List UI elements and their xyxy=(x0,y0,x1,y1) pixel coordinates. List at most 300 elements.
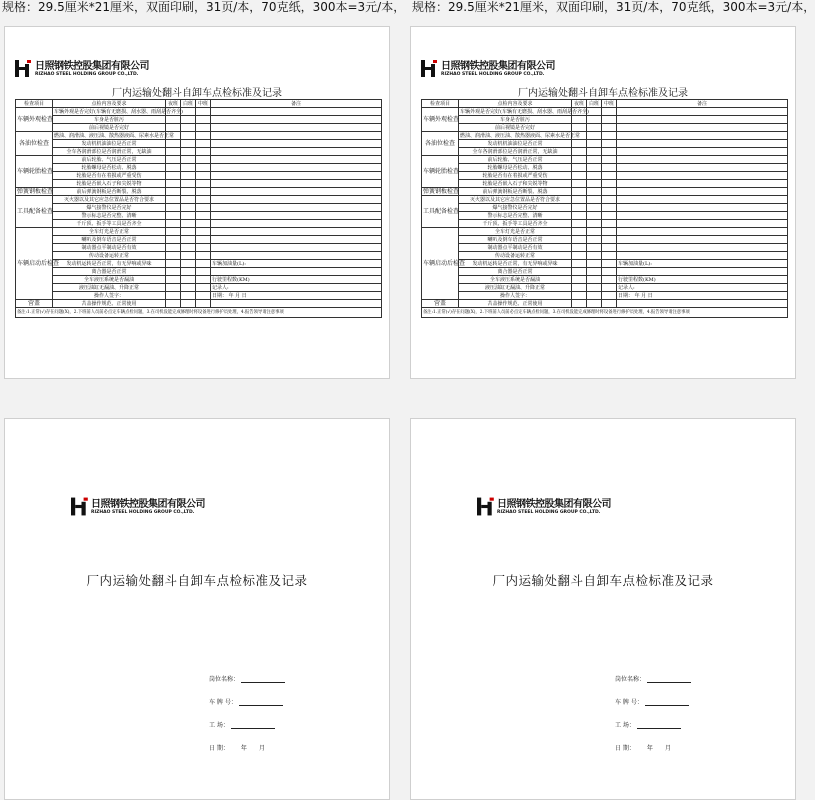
shift-check-cell[interactable] xyxy=(587,172,602,180)
check-item: 车身是否脏污 xyxy=(53,116,166,124)
check-category: 弹簧钢板检查 xyxy=(423,187,460,195)
shift-check-cell[interactable] xyxy=(166,148,181,156)
check-category: 工具配备检查 xyxy=(16,196,53,228)
shift-check-cell[interactable] xyxy=(196,236,211,244)
company-logo-icon xyxy=(421,60,439,77)
shift-check-cell[interactable] xyxy=(602,260,617,268)
shift-check-cell[interactable] xyxy=(587,204,602,212)
table-row xyxy=(16,140,382,148)
shift-check-cell[interactable] xyxy=(196,116,211,124)
shift-check-cell[interactable] xyxy=(572,204,587,212)
remark-cell[interactable]: 记录人: xyxy=(617,284,788,292)
table-row xyxy=(422,268,788,276)
shift-check-cell[interactable] xyxy=(602,156,617,164)
check-item: 操作人签字： xyxy=(53,292,166,300)
shift-check-cell[interactable] xyxy=(166,244,181,252)
shift-check-cell[interactable] xyxy=(166,164,181,172)
shift-check-cell[interactable] xyxy=(196,172,211,180)
shift-check-cell[interactable] xyxy=(602,196,617,204)
table-row xyxy=(422,276,788,284)
company-logo xyxy=(71,498,205,515)
table-row xyxy=(16,172,382,180)
shift-check-cell[interactable] xyxy=(587,116,602,124)
company-name-en: RIZHAO STEEL HOLDING GROUP CO.,LTD. xyxy=(35,71,139,77)
shift-check-cell[interactable] xyxy=(602,220,617,228)
shift-check-cell[interactable] xyxy=(587,188,602,196)
remark-cell[interactable] xyxy=(617,228,788,236)
table-header-cell: 夜班 xyxy=(166,100,181,108)
remark-cell[interactable]: 行驶里程数(KM) xyxy=(617,276,788,284)
shift-check-cell[interactable] xyxy=(587,276,602,284)
shift-check-cell[interactable] xyxy=(166,180,181,188)
check-item: 操作人签字： xyxy=(459,292,572,300)
cover-date-row xyxy=(209,729,285,752)
shift-check-cell[interactable] xyxy=(166,140,181,148)
remark-cell[interactable] xyxy=(211,180,382,188)
shift-check-cell[interactable] xyxy=(602,244,617,252)
table-row xyxy=(422,300,788,308)
check-category: 营盖 xyxy=(422,300,459,308)
shift-check-cell[interactable] xyxy=(572,220,587,228)
shift-check-cell[interactable] xyxy=(587,196,602,204)
cover-date-row xyxy=(615,729,691,752)
check-item: 轮胎是否有在着损或严重受伤 xyxy=(53,172,166,180)
shift-check-cell[interactable] xyxy=(587,268,602,276)
shift-check-cell[interactable] xyxy=(602,252,617,260)
remark-cell[interactable] xyxy=(211,220,382,228)
cover-date-month: 月 xyxy=(258,745,265,752)
check-item: 车辆外观是否完好(车辆有无磨损、刮水器、雨刮是否齐全) xyxy=(54,108,183,115)
check-item: 车辆外观是否完好(车辆有无磨损、刮水器、雨刮是否齐全) xyxy=(460,108,589,115)
remark-cell[interactable] xyxy=(617,132,788,140)
shift-check-cell[interactable] xyxy=(602,108,617,116)
check-item: 喇叭及倒车语音是否正常 xyxy=(53,236,166,244)
check-item: 全车液压系统是否漏油 xyxy=(459,276,572,284)
shift-check-cell[interactable] xyxy=(181,220,196,228)
remark-cell[interactable] xyxy=(617,196,788,204)
table-row xyxy=(422,180,788,188)
check-item: 千斤顶、扳手等工具是否齐全 xyxy=(459,220,572,228)
shift-check-cell[interactable] xyxy=(166,172,181,180)
remark-cell[interactable] xyxy=(617,140,788,148)
shift-check-cell[interactable] xyxy=(572,148,587,156)
shift-check-cell[interactable] xyxy=(587,140,602,148)
check-item: 液压油缸无漏油、升降正常 xyxy=(53,284,166,292)
shift-check-cell[interactable] xyxy=(181,244,196,252)
shift-check-cell[interactable] xyxy=(572,276,587,284)
cover-fields xyxy=(209,660,285,752)
shift-check-cell[interactable] xyxy=(572,164,587,172)
shift-check-cell[interactable] xyxy=(602,276,617,284)
shift-check-cell[interactable] xyxy=(602,236,617,244)
check-item: 苫盖操作规范、正常使用 xyxy=(53,300,166,308)
shift-check-cell[interactable] xyxy=(166,156,181,164)
table-row xyxy=(16,148,382,156)
shift-check-cell[interactable] xyxy=(166,188,181,196)
shift-check-cell[interactable] xyxy=(181,132,196,140)
remark-cell[interactable] xyxy=(617,156,788,164)
remark-cell[interactable]: 车辆加油量(L): xyxy=(617,260,788,268)
shift-check-cell[interactable] xyxy=(196,292,211,300)
check-item: 轮胎是否嵌入石子和尖锐等物 xyxy=(459,180,572,188)
shift-check-cell[interactable] xyxy=(181,268,196,276)
remark-cell[interactable] xyxy=(211,108,382,116)
shift-check-cell[interactable] xyxy=(196,284,211,292)
cover-field-row xyxy=(209,660,285,683)
shift-check-cell[interactable] xyxy=(572,180,587,188)
shift-check-cell[interactable] xyxy=(587,156,602,164)
shift-check-cell[interactable] xyxy=(181,164,196,172)
shift-check-cell[interactable] xyxy=(196,228,211,236)
shift-check-cell[interactable] xyxy=(196,276,211,284)
shift-check-cell[interactable] xyxy=(196,180,211,188)
cover-field-label: 岗位名称： xyxy=(615,676,646,683)
shift-check-cell[interactable] xyxy=(602,300,617,308)
remark-cell[interactable] xyxy=(211,156,382,164)
company-name-en: RIZHAO STEEL HOLDING GROUP CO.,LTD. xyxy=(91,509,195,515)
spec-text-left: 规格：29.5厘米*21厘米，双面印刷，31页/本，70克纸，300本=3元/本， xyxy=(2,0,406,14)
remark-cell[interactable] xyxy=(211,228,382,236)
shift-check-cell[interactable] xyxy=(572,284,587,292)
remark-cell[interactable] xyxy=(617,244,788,252)
shift-check-cell[interactable] xyxy=(587,220,602,228)
shift-check-cell[interactable] xyxy=(572,268,587,276)
shift-check-cell[interactable] xyxy=(196,156,211,164)
remark-cell[interactable] xyxy=(211,300,382,308)
shift-check-cell[interactable] xyxy=(602,172,617,180)
shift-check-cell[interactable] xyxy=(587,292,602,300)
shift-check-cell[interactable] xyxy=(587,252,602,260)
shift-check-cell[interactable] xyxy=(166,220,181,228)
remark-cell[interactable] xyxy=(211,244,382,252)
remark-cell[interactable] xyxy=(617,236,788,244)
shift-check-cell[interactable] xyxy=(196,196,211,204)
shift-check-cell[interactable] xyxy=(166,300,181,308)
shift-check-cell[interactable] xyxy=(166,268,181,276)
company-name-cn: 日照钢铁控股集团有限公司 xyxy=(497,498,611,510)
shift-check-cell[interactable] xyxy=(166,228,181,236)
shift-check-cell[interactable] xyxy=(166,196,181,204)
cover-title: 厂内运输处翻斗自卸车点检标准及记录 xyxy=(86,573,308,588)
check-category: 各油位检查 xyxy=(422,132,459,156)
shift-check-cell[interactable] xyxy=(181,260,196,268)
shift-check-cell[interactable] xyxy=(602,212,617,220)
table-row xyxy=(16,268,382,276)
shift-check-cell[interactable] xyxy=(587,180,602,188)
shift-check-cell[interactable] xyxy=(181,188,196,196)
remark-cell[interactable]: 日期： 年 月 日 xyxy=(617,292,788,300)
table-row xyxy=(16,180,382,188)
table-footer-note: 备注:1.正常(√)存在问题(X)，2.下班前人员前必点定车辆点检问题，3.在司机没能完成修理时将设备进行修护员处理，4.报告领导请注意事项 xyxy=(16,308,382,318)
shift-check-cell[interactable] xyxy=(572,140,587,148)
cover-date-label: 日 期： xyxy=(209,745,229,752)
shift-check-cell[interactable] xyxy=(572,300,587,308)
check-item: 制动器点平制动是否有效 xyxy=(53,244,166,252)
shift-check-cell[interactable] xyxy=(587,300,602,308)
company-logo xyxy=(421,60,555,77)
table-row xyxy=(422,124,788,132)
shift-check-cell[interactable] xyxy=(181,236,196,244)
shift-check-cell[interactable] xyxy=(587,284,602,292)
shift-check-cell[interactable] xyxy=(166,260,181,268)
shift-check-cell[interactable] xyxy=(572,260,587,268)
table-row xyxy=(16,132,382,140)
shift-check-cell[interactable] xyxy=(166,204,181,212)
company-logo xyxy=(15,60,149,77)
check-item: 前后轮胎、气压是否正常 xyxy=(459,156,572,164)
shift-check-cell[interactable] xyxy=(181,252,196,260)
check-category: 车辆轮胎检查 xyxy=(16,156,53,188)
company-logo-icon xyxy=(71,498,90,516)
cover-field-label: 车 牌 号： xyxy=(209,699,237,706)
company-name-cn: 日照钢铁控股集团有限公司 xyxy=(441,60,555,72)
shift-check-cell[interactable] xyxy=(181,156,196,164)
remark-cell[interactable] xyxy=(617,204,788,212)
shift-check-cell[interactable] xyxy=(196,220,211,228)
shift-check-cell[interactable] xyxy=(196,108,211,116)
shift-check-cell[interactable] xyxy=(602,148,617,156)
table-row xyxy=(16,220,382,228)
remark-cell[interactable] xyxy=(617,116,788,124)
shift-check-cell[interactable] xyxy=(181,276,196,284)
company-name-cn: 日照钢铁控股集团有限公司 xyxy=(35,60,149,72)
table-row xyxy=(16,196,382,204)
shift-check-cell[interactable] xyxy=(587,148,602,156)
table-row xyxy=(16,108,382,116)
table-header-row xyxy=(16,100,382,108)
shift-check-cell[interactable] xyxy=(602,116,617,124)
table-row xyxy=(16,244,382,252)
check-item: 传动设备运转正常 xyxy=(53,252,166,260)
shift-check-cell[interactable] xyxy=(166,212,181,220)
remark-cell[interactable] xyxy=(617,108,788,116)
shift-check-cell[interactable] xyxy=(196,140,211,148)
check-item: 制动器点平制动是否有效 xyxy=(459,244,572,252)
shift-check-cell[interactable] xyxy=(196,260,211,268)
table-header-cell: 检查项目 xyxy=(16,100,53,108)
check-item: 前后弹簧钢板是否断裂、脱落 xyxy=(53,188,166,196)
remark-cell[interactable]: 车辆加油量(L): xyxy=(211,260,382,268)
cover-field-label: 岗位名称： xyxy=(209,676,240,683)
check-item: 离合器是否正常 xyxy=(459,268,572,276)
cover-field-blank[interactable] xyxy=(241,676,285,683)
shift-check-cell[interactable] xyxy=(196,164,211,172)
remark-cell[interactable] xyxy=(211,164,382,172)
shift-check-cell[interactable] xyxy=(181,212,196,220)
remark-cell[interactable]: 记录人: xyxy=(211,284,382,292)
shift-check-cell[interactable] xyxy=(587,244,602,252)
shift-check-cell[interactable] xyxy=(572,188,587,196)
cover-field-blank[interactable] xyxy=(231,722,275,729)
shift-check-cell[interactable] xyxy=(572,172,587,180)
table-row xyxy=(422,132,788,140)
shift-check-cell[interactable] xyxy=(572,292,587,300)
shift-check-cell[interactable] xyxy=(181,140,196,148)
remark-cell[interactable] xyxy=(617,172,788,180)
shift-check-cell[interactable] xyxy=(181,204,196,212)
shift-check-cell[interactable] xyxy=(166,252,181,260)
remark-cell[interactable] xyxy=(211,148,382,156)
remark-cell[interactable] xyxy=(617,268,788,276)
shift-check-cell[interactable] xyxy=(196,212,211,220)
shift-check-cell[interactable] xyxy=(166,292,181,300)
shift-check-cell[interactable] xyxy=(602,292,617,300)
table-header-cell: 备注 xyxy=(211,100,382,108)
table-header-cell: 点检内容及要求 xyxy=(459,100,572,108)
shift-check-cell[interactable] xyxy=(602,140,617,148)
remark-cell[interactable] xyxy=(211,172,382,180)
shift-check-cell[interactable] xyxy=(166,284,181,292)
shift-check-cell[interactable] xyxy=(602,188,617,196)
check-item: 警示标志是否完整、清晰 xyxy=(53,212,166,220)
shift-check-cell[interactable] xyxy=(572,116,587,124)
check-category: 车辆外观检查 xyxy=(422,108,459,132)
shift-check-cell[interactable] xyxy=(572,212,587,220)
shift-check-cell[interactable] xyxy=(602,180,617,188)
table-row xyxy=(422,172,788,180)
shift-check-cell[interactable] xyxy=(196,148,211,156)
shift-check-cell[interactable] xyxy=(181,124,196,132)
shift-check-cell[interactable] xyxy=(587,212,602,220)
shift-check-cell[interactable] xyxy=(196,188,211,196)
cover-field-label: 工 场： xyxy=(615,722,635,729)
shift-check-cell[interactable] xyxy=(587,132,602,140)
check-category: 车辆启动后检查 xyxy=(422,228,459,300)
cover-field-blank[interactable] xyxy=(637,722,681,729)
cover-title: 厂内运输处翻斗自卸车点检标准及记录 xyxy=(492,573,714,588)
remark-cell[interactable] xyxy=(617,252,788,260)
remark-cell[interactable] xyxy=(617,164,788,172)
check-item: 苫盖操作规范、正常使用 xyxy=(459,300,572,308)
cover-field-blank[interactable] xyxy=(647,676,691,683)
shift-check-cell[interactable] xyxy=(196,124,211,132)
check-item: 前后轮胎、气压是否正常 xyxy=(53,156,166,164)
remark-cell[interactable] xyxy=(211,236,382,244)
remark-cell[interactable] xyxy=(617,220,788,228)
check-item: 爆气接警仪是否完好 xyxy=(53,204,166,212)
shift-check-cell[interactable] xyxy=(602,204,617,212)
shift-check-cell[interactable] xyxy=(196,252,211,260)
check-item: 传动设备运转正常 xyxy=(459,252,572,260)
shift-check-cell[interactable] xyxy=(181,148,196,156)
table-row xyxy=(422,116,788,124)
remark-cell[interactable] xyxy=(617,188,788,196)
remark-cell[interactable] xyxy=(211,132,382,140)
remark-cell[interactable]: 日期： 年 月 日 xyxy=(211,292,382,300)
shift-check-cell[interactable] xyxy=(196,244,211,252)
table-row xyxy=(16,260,382,268)
remark-cell[interactable] xyxy=(617,180,788,188)
cover-field-blank[interactable] xyxy=(645,699,689,706)
shift-check-cell[interactable] xyxy=(181,284,196,292)
shift-check-cell[interactable] xyxy=(166,276,181,284)
cover-field-label: 工 场： xyxy=(209,722,229,729)
remark-cell[interactable] xyxy=(617,300,788,308)
table-row xyxy=(422,156,788,164)
page-title: 厂内运输处翻斗自卸车点检标准及记录 xyxy=(112,88,282,99)
shift-check-cell[interactable] xyxy=(587,236,602,244)
check-item: 全车各润滑部位是否润滑正常，无缺油 xyxy=(53,148,166,156)
shift-check-cell[interactable] xyxy=(587,260,602,268)
remark-cell[interactable] xyxy=(211,196,382,204)
table-row xyxy=(16,124,382,132)
shift-check-cell[interactable] xyxy=(166,124,181,132)
shift-check-cell[interactable] xyxy=(572,236,587,244)
shift-check-cell[interactable] xyxy=(602,284,617,292)
remark-cell[interactable] xyxy=(617,124,788,132)
remark-cell[interactable] xyxy=(211,204,382,212)
shift-check-cell[interactable] xyxy=(181,172,196,180)
table-row xyxy=(422,292,788,300)
shift-check-cell[interactable] xyxy=(572,252,587,260)
remark-cell[interactable] xyxy=(617,148,788,156)
check-category: 弹簧钢板检查 xyxy=(17,187,54,195)
shift-check-cell[interactable] xyxy=(572,196,587,204)
remark-cell[interactable] xyxy=(211,252,382,260)
shift-check-cell[interactable] xyxy=(572,244,587,252)
check-item: 发动机机油油位是否正常 xyxy=(53,140,166,148)
shift-check-cell[interactable] xyxy=(602,164,617,172)
company-name-en: RIZHAO STEEL HOLDING GROUP CO.,LTD. xyxy=(497,509,601,515)
shift-check-cell[interactable] xyxy=(587,228,602,236)
check-item: 轮胎是否有在着损或严重受伤 xyxy=(459,172,572,180)
shift-check-cell[interactable] xyxy=(572,156,587,164)
cover-field-blank[interactable] xyxy=(239,699,283,706)
table-header-cell: 白班 xyxy=(587,100,602,108)
check-category: 车辆外观检查 xyxy=(16,108,53,132)
table-row xyxy=(16,188,382,196)
cover-field-row xyxy=(615,683,691,706)
shift-check-cell[interactable] xyxy=(602,228,617,236)
remark-cell[interactable] xyxy=(617,212,788,220)
shift-check-cell[interactable] xyxy=(196,300,211,308)
shift-check-cell[interactable] xyxy=(602,132,617,140)
shift-check-cell[interactable] xyxy=(602,124,617,132)
check-category: 营盖 xyxy=(16,300,53,308)
shift-check-cell[interactable] xyxy=(166,116,181,124)
remark-cell[interactable] xyxy=(211,212,382,220)
shift-check-cell[interactable] xyxy=(572,228,587,236)
check-item: 前后视镜是否完好 xyxy=(459,124,572,132)
shift-check-cell[interactable] xyxy=(181,116,196,124)
check-item: 千斤顶、扳手等工具是否齐全 xyxy=(53,220,166,228)
company-name-en: RIZHAO STEEL HOLDING GROUP CO.,LTD. xyxy=(441,71,545,77)
shift-check-cell[interactable] xyxy=(181,228,196,236)
shift-check-cell[interactable] xyxy=(181,196,196,204)
check-item: 燃油、润滑油、液压油、散热器液面、尿素水是否正常 xyxy=(460,132,581,139)
remark-cell[interactable] xyxy=(211,188,382,196)
table-footer-row xyxy=(422,308,788,318)
shift-check-cell[interactable] xyxy=(196,132,211,140)
company-logo-icon xyxy=(15,60,33,77)
check-item: 警示标志是否完整、清晰 xyxy=(459,212,572,220)
shift-check-cell[interactable] xyxy=(587,124,602,132)
remark-cell[interactable] xyxy=(211,268,382,276)
shift-check-cell[interactable] xyxy=(181,180,196,188)
remark-cell[interactable]: 行驶里程数(KM) xyxy=(211,276,382,284)
shift-check-cell[interactable] xyxy=(181,292,196,300)
shift-check-cell[interactable] xyxy=(602,268,617,276)
shift-check-cell[interactable] xyxy=(587,164,602,172)
shift-check-cell[interactable] xyxy=(166,236,181,244)
remark-cell[interactable] xyxy=(211,140,382,148)
shift-check-cell[interactable] xyxy=(196,268,211,276)
remark-cell[interactable] xyxy=(211,116,382,124)
shift-check-cell[interactable] xyxy=(196,204,211,212)
shift-check-cell[interactable] xyxy=(181,300,196,308)
remark-cell[interactable] xyxy=(211,124,382,132)
shift-check-cell[interactable] xyxy=(572,124,587,132)
